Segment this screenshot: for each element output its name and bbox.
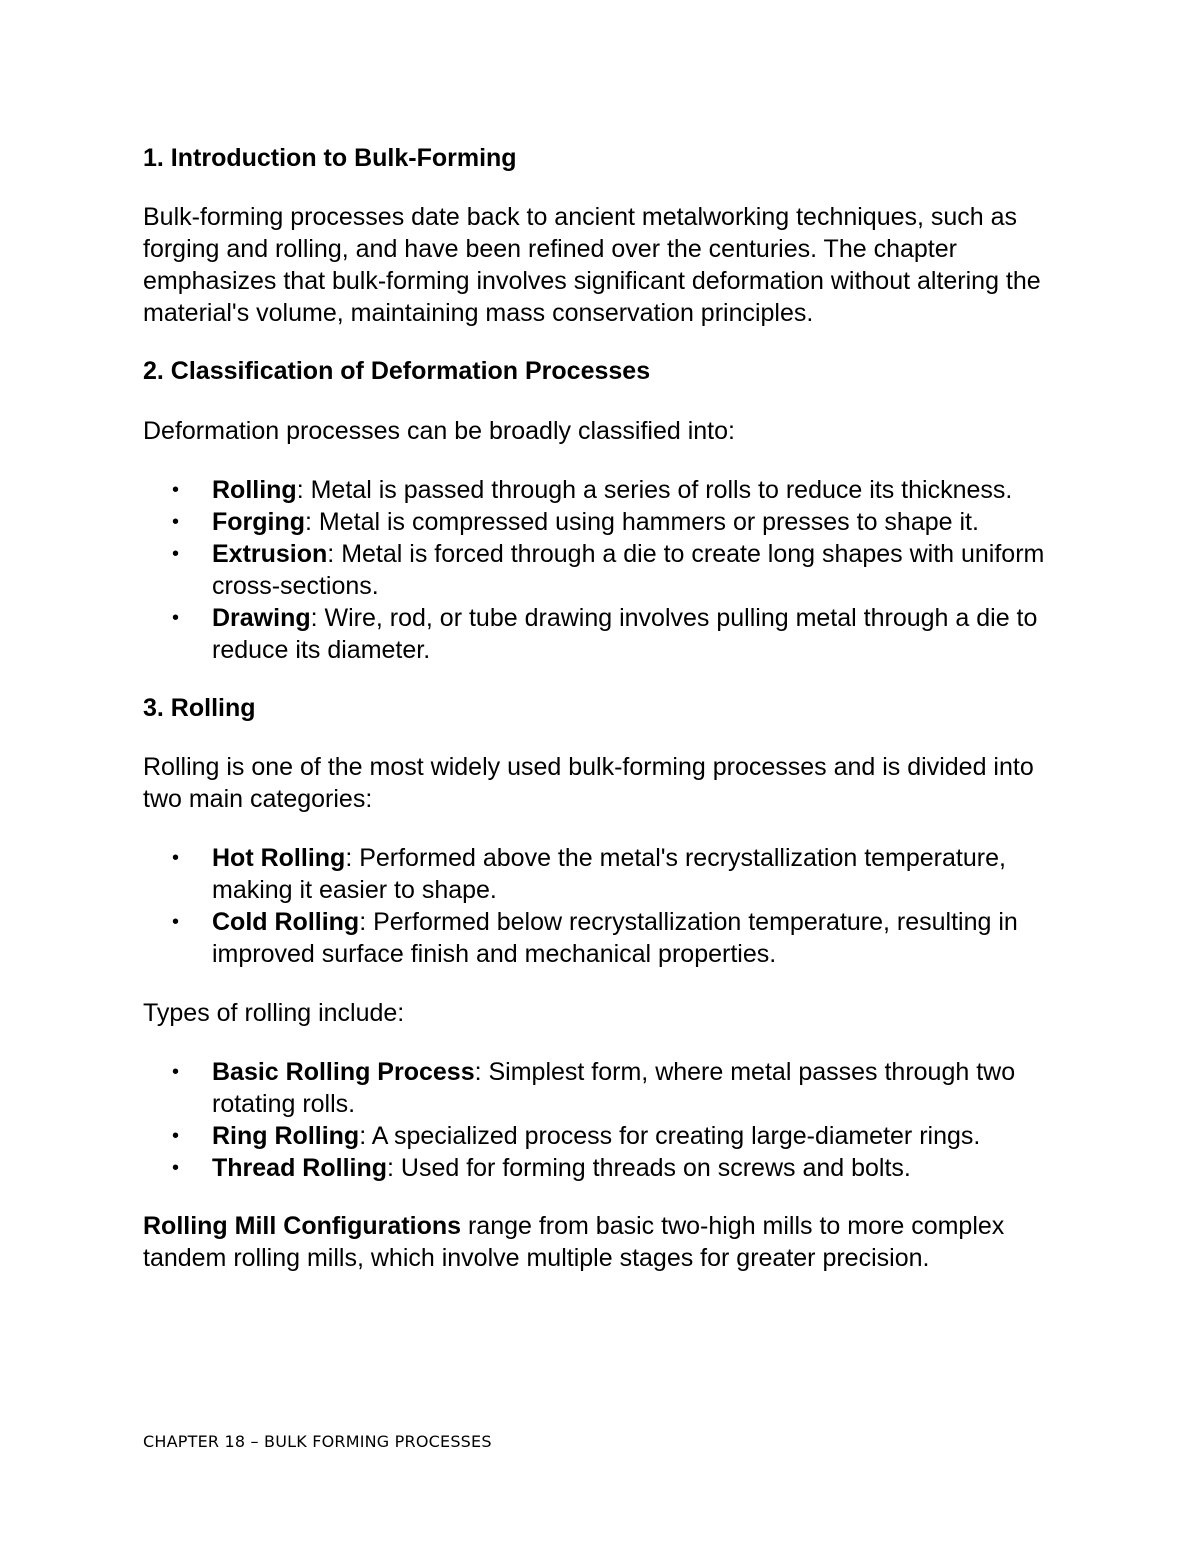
rolling-mill-term: Rolling Mill Configurations [143,1212,462,1240]
list-item [143,506,1073,538]
list-item-term: Rolling [212,476,297,504]
rolling-types-intro: Types of rolling include: [143,999,405,1027]
bullet-icon: • [172,1061,180,1083]
list-item [143,474,1073,506]
list-item [143,1120,1073,1152]
list-item-term: Ring Rolling [212,1122,360,1150]
rolling-mill-paragraph [143,1210,1073,1274]
list-item-term: Drawing [212,604,311,632]
list-item-text: : Metal is forced through a die to create long shapes with uniform cross-sections. [212,540,1045,600]
list-item [143,1152,1073,1184]
list-item-text: : Used for forming threads on screws and bolts. [387,1154,911,1182]
list-item [143,906,1073,970]
section-1-paragraph: Bulk-forming processes date back to ancient metalworking techniques, such as forging and rolling, and have been refined over the centuries. The chapter emphasizes that bulk-forming involves significant deformation without altering the material's volume, maintaining mass conservation principles. [143,203,1041,327]
list-item-text: : A specialized process for creating large-diameter rings. [359,1122,981,1150]
bullet-icon: • [172,847,180,869]
list-item-text: : Metal is compressed using hammers or presses to shape it. [305,508,979,536]
list-item-term: Basic Rolling Process [212,1058,475,1086]
list-item-text: : Wire, rod, or tube drawing involves pulling metal through a die to reduce its diameter. [212,604,1038,664]
rolling-mill-text: range from basic two-high mills to more complex tandem rolling mills, which involve multiple stages for greater precision. [143,1212,1005,1272]
list-item-text: : Metal is passed through a series of rolls to reduce its thickness. [296,476,1013,504]
deformation-process-list [143,474,1073,666]
document-page [143,140,1073,1274]
bullet-icon: • [172,511,180,533]
list-item-text: : Performed below recrystallization temperature, resulting in improved surface finish and mechanical properties. [212,908,1018,968]
bullet-icon: • [172,543,180,565]
list-item-term: Thread Rolling [212,1154,387,1182]
list-item [143,602,1073,666]
bullet-icon: • [172,1125,180,1147]
list-item-term: Forging [212,508,306,536]
section-3-paragraph: Rolling is one of the most widely used bulk-forming processes and is divided into two main categories: [143,753,1034,813]
section-2-heading: 2. Classification of Deformation Processes [143,357,651,385]
list-item-text: : Simplest form, where metal passes through two rotating rolls. [212,1058,1016,1118]
section-3-heading: 3. Rolling [143,694,256,722]
bullet-icon: • [172,479,180,501]
list-item-term: Hot Rolling [212,844,346,872]
list-item-term: Extrusion [212,540,328,568]
page-footer: CHAPTER 18 – BULK FORMING PROCESSES [143,1432,492,1451]
section-2-paragraph: Deformation processes can be broadly classified into: [143,417,735,445]
list-item [143,538,1073,602]
bullet-icon: • [172,607,180,629]
list-item-term: Cold Rolling [212,908,360,936]
bullet-icon: • [172,1157,180,1179]
list-item [143,842,1073,906]
rolling-category-list [143,842,1073,970]
rolling-types-list [143,1056,1073,1184]
section-1-heading: 1. Introduction to Bulk-Forming [143,144,517,172]
bullet-icon: • [172,911,180,933]
list-item [143,1056,1073,1120]
list-item-text: : Performed above the metal's recrystallization temperature, making it easier to shape. [212,844,1006,904]
